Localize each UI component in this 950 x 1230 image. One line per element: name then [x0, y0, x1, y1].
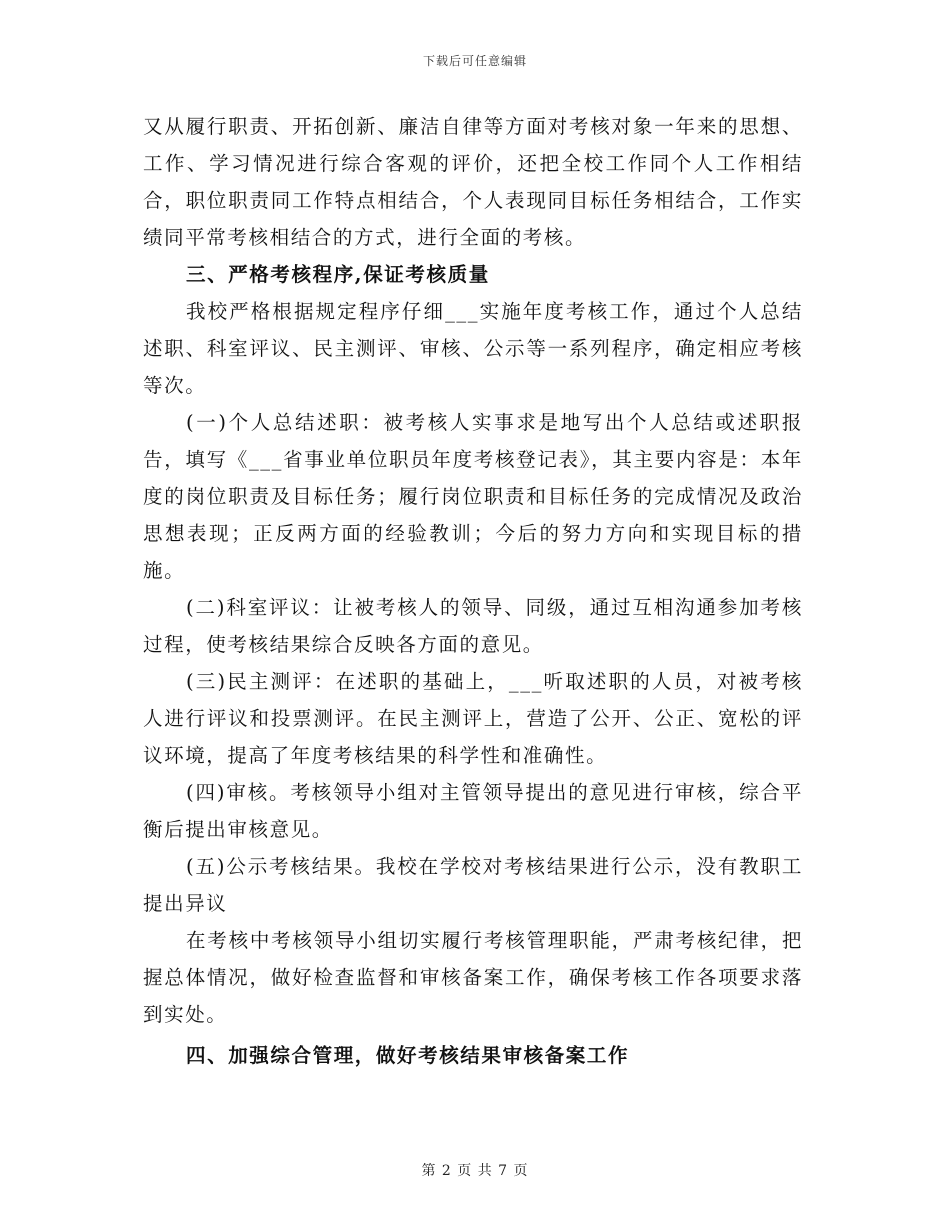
paragraph-procedure-intro: 我校严格根据规定程序仔细___实施年度考核工作，通过个人总结述职、科室评议、民主测评、审核、公示等一系列程序，确定相应考核等次。: [143, 300, 803, 397]
page-header-note: 下载后可任意编辑: [422, 54, 527, 68]
section-heading-4: 四、加强综合管理，做好考核结果审核备案工作: [186, 1044, 630, 1067]
paragraph-step-2: (二)科室评议：让被考核人的领导、同级，通过互相沟通参加考核过程，使考核结果综合反映各方面的意见。: [143, 596, 803, 656]
paragraph-step-4: (四)审核。考核领导小组对主管领导提出的意见进行审核，综合平衡后提出审核意见。: [143, 781, 803, 841]
paragraph-step-1: (一)个人总结述职：被考核人实事求是地写出个人总结或述职报告，填写《___省事业单位职员年度考核登记表》，其主要内容是：本年度的岗位职责及目标任务；履行岗位职责和目标任务的完成情况及政治思想表现；正反两方面的经验教训；今后的努力方向和实现目标的措施。: [143, 411, 803, 582]
paragraph-step-5: (五)公示考核结果。我校在学校对考核结果进行公示，没有教职工提出异议: [143, 855, 803, 915]
section-heading-3: 三、严格考核程序,保证考核质量: [186, 263, 490, 286]
document-body: [143, 108, 803, 1074]
paragraph-evaluation-scope: 又从履行职责、开拓创新、廉洁自律等方面对考核对象一年来的思想、工作、学习情况进行综合客观的评价，还把全校工作同个人工作相结合，职位职责同工作特点相结合，个人表现同目标任务相结合，工作实绩同平常考核相结合的方式，进行全面的考核。: [143, 115, 803, 249]
paragraph-discipline: 在考核中考核领导小组切实履行考核管理职能，严肃考核纪律，把握总体情况，做好检查监督和审核备案工作，确保考核工作各项要求落到实处。: [143, 929, 803, 1026]
paragraph-step-3: (三)民主测评：在述职的基础上，___听取述职的人员，对被考核人进行评议和投票测评。在民主测评上，营造了公开、公正、宽松的评议环境，提高了年度考核结果的科学性和准确性。: [143, 670, 803, 767]
page-number: 第 2 页 共 7 页: [421, 1163, 529, 1179]
